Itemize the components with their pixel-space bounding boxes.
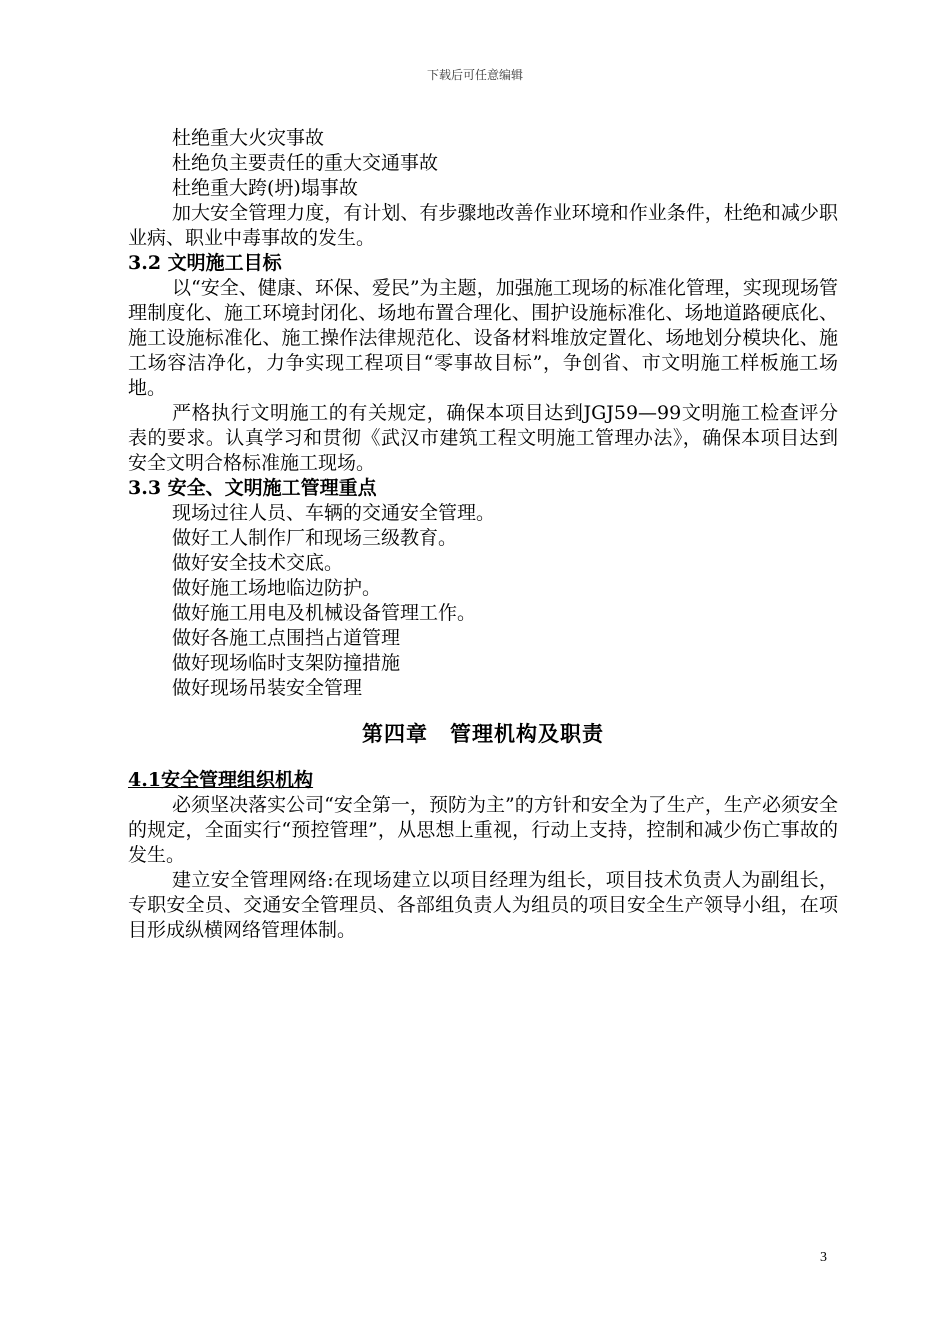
list-item: 做好现场吊装安全管理	[172, 677, 363, 699]
list-item: 做好安全技术交底。	[172, 552, 344, 574]
paragraph: 杜绝负主要责任的重大交通事故	[172, 152, 439, 174]
header-watermark: 下载后可任意编辑	[426, 68, 523, 82]
section-heading-4-1: 4.1安全管理组织机构	[128, 769, 314, 791]
list-item: 做好现场临时支架防撞措施	[172, 652, 401, 674]
list-item: 做好工人制作厂和现场三级教育。	[172, 527, 458, 549]
list-item: 做好施工用电及机械设备管理工作。	[172, 602, 477, 624]
paragraph: 加大安全管理力度，有计划、有步骤地改善作业环境和作业条件，杜绝和减少职业病、职业中毒事故的发生。	[128, 202, 838, 249]
list-item: 做好施工场地临边防护。	[172, 577, 382, 599]
paragraph: 建立安全管理网络:在现场建立以项目经理为组长，项目技术负责人为副组长，专职安全员、交通安全管理员、各部组负责人为组员的项目安全生产领导小组，在项目形成纵横网络管理体制。	[128, 869, 838, 941]
paragraph: 严格执行文明施工的有关规定，确保本项目达到JGJ59—99文明施工检查评分表的要求。认真学习和贯彻《武汉市建筑工程文明施工管理办法》，确保本项目达到安全文明合格标准施工现场。	[128, 402, 838, 474]
list-item: 做好各施工点围挡占道管理	[172, 627, 401, 649]
list-item: 现场过往人员、车辆的交通安全管理。	[172, 502, 496, 524]
page-number: 3	[820, 1250, 827, 1265]
paragraph: 杜绝重大火灾事故	[172, 127, 325, 149]
section-heading-3-3: 3.3 安全、文明施工管理重点	[128, 477, 377, 499]
section-heading-3-2: 3.2 文明施工目标	[128, 252, 282, 274]
paragraph: 以“安全、健康、环保、爱民”为主题，加强施工现场的标准化管理，实现现场管理制度化、施工环境封闭化、场地布置合理化、围护设施标准化、场地道路硬底化、施工设施标准化、施工操作法律规范化、设备材料堆放定置化、场地划分模块化、施工场容洁净化，力争实现工程项目“零事故目标”，争创省、市文明施工样板施工场地。	[128, 277, 838, 399]
chapter-title: 第四章 管理机构及职责	[362, 721, 604, 746]
document-body	[128, 126, 838, 943]
paragraph: 必须坚决落实公司“安全第一，预防为主”的方针和安全为了生产，生产必须安全的规定，全面实行“预控管理”，从思想上重视，行动上支持，控制和减少伤亡事故的发生。	[128, 794, 838, 866]
paragraph: 杜绝重大跨(坍)塌事故	[172, 177, 358, 199]
